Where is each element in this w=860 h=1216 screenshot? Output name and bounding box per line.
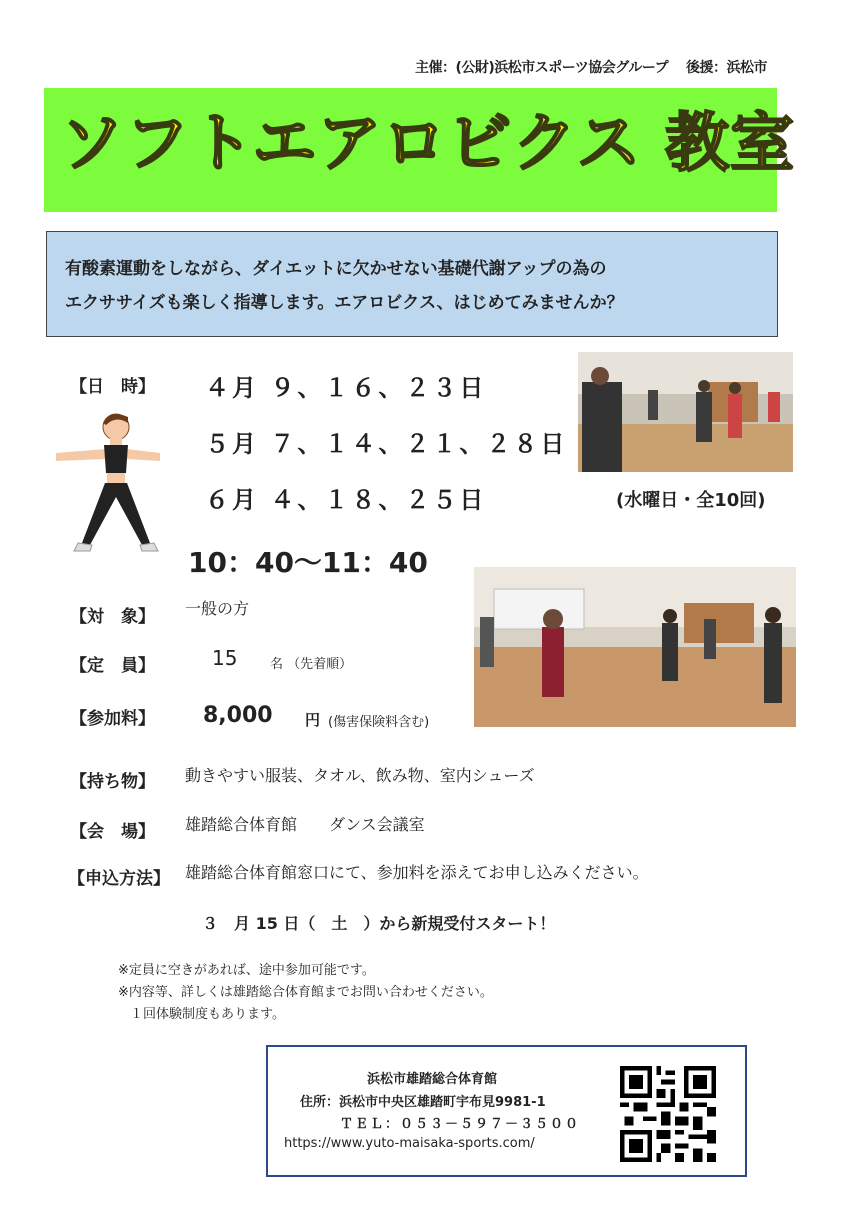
notes [118, 960, 493, 1026]
class-time: 10：40～11：40 [188, 546, 428, 579]
aerobics-class-photo-2 [474, 567, 796, 727]
capacity-number: 15 [212, 646, 238, 670]
items-label: 【持ち物】 [70, 772, 155, 792]
aerobics-figure-illustration [50, 405, 180, 557]
qr-code [620, 1066, 716, 1162]
apply-value: 雄踏総合体育館窓口にて、参加料を添えてお申し込みください。 [185, 863, 649, 882]
fee-amount: 8,000 [203, 703, 273, 728]
note-3: １回体験制度もあります。 [130, 1007, 285, 1022]
target-value: 一般の方 [185, 599, 250, 618]
facility-name: 浜松市雄踏総合体育館 [367, 1072, 498, 1087]
schedule-label: 【日 時】 [70, 377, 155, 397]
capacity-unit: 名 （先着順） [270, 657, 353, 672]
date-may: ５月 ７、１４、２１、２８日 [205, 430, 568, 458]
note-2: ※内容等、詳しくは雄踏総合体育館までお問い合わせください。 [118, 985, 493, 1000]
aerobics-class-photo-1 [578, 352, 793, 472]
items-value: 動きやすい服装、タオル、飲み物、室内シューズ [185, 766, 535, 785]
fee-unit: 円 [305, 711, 321, 729]
date-april: ４月 ９、１６、２３日 [205, 374, 487, 402]
intro-line-2: エクササイズも楽しく指導します。エアロビクス、はじめてみませんか？ [65, 293, 624, 313]
venue-value: 雄踏総合体育館 ダンス会議室 [185, 815, 425, 834]
capacity-label: 【定 員】 [70, 656, 155, 676]
organizer-line: 主催：(公財)浜松市スポーツ協会グループ 後援：浜松市 [415, 60, 767, 76]
apply-label: 【申込方法】 [68, 869, 170, 889]
intro-line-1: 有酸素運動をしながら、ダイエットに欠かせない基礎代謝アップの為の [65, 259, 607, 279]
fee-label: 【参加料】 [70, 709, 155, 729]
weekday-note: (水曜日・全10回) [616, 490, 766, 511]
registration-start-notice: ３ 月 15 日（ 土 ）から新規受付スタート！ [202, 914, 556, 933]
page-title: ソフトエアロビクス 教室 [60, 107, 796, 181]
fee-note: (傷害保険料含む) [328, 715, 430, 730]
venue-label: 【会 場】 [70, 822, 155, 842]
target-label: 【対 象】 [70, 607, 155, 627]
facility-url[interactable]: https://www.yuto-maisaka-sports.com/ [284, 1136, 535, 1151]
date-june: ６月 ４、１８、２５日 [205, 486, 487, 514]
note-1: ※定員に空きがあれば、途中参加可能です。 [118, 963, 375, 978]
facility-address: 住所：浜松市中央区雄踏町宇布見9981-1 [300, 1095, 546, 1110]
facility-tel: ＴＥＬ：０５３－５９７－３５００ [340, 1117, 581, 1132]
intro-box [46, 231, 778, 337]
